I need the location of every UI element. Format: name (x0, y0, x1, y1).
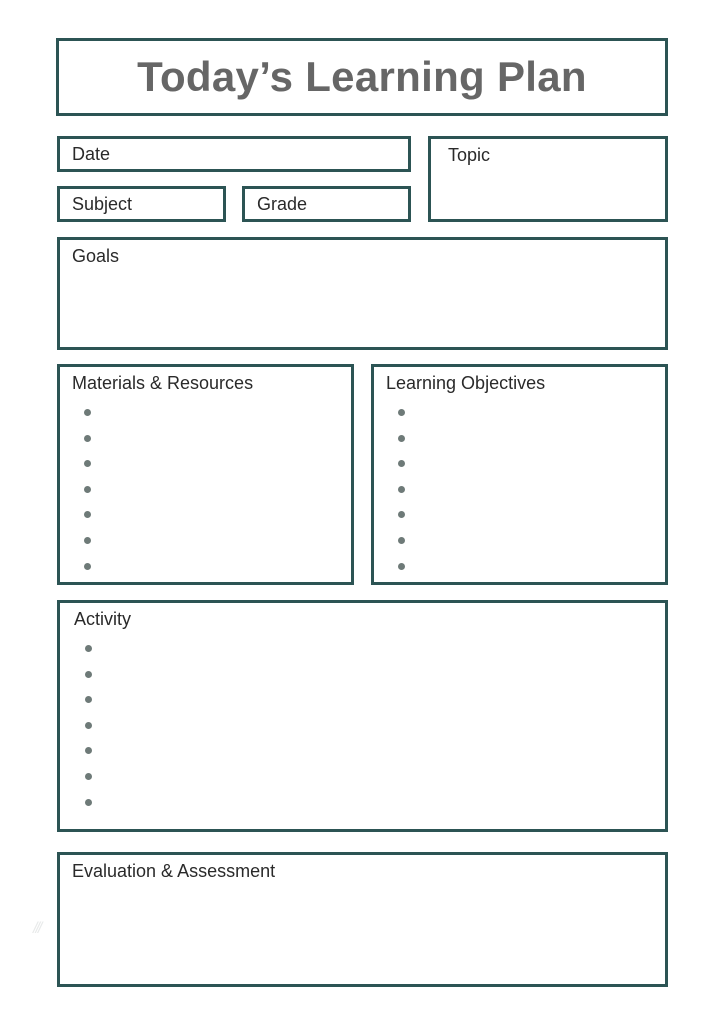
date-field[interactable] (57, 136, 411, 172)
bullet (84, 563, 91, 570)
topic-field[interactable] (428, 136, 668, 222)
activity-field[interactable] (57, 600, 668, 832)
materials-bullet-list (84, 409, 91, 588)
page-title: Today’s Learning Plan (137, 53, 587, 100)
evaluation-label: Evaluation & Assessment (72, 861, 276, 881)
bullet (85, 645, 92, 652)
activity-bullet-list (85, 645, 92, 824)
bullet (398, 563, 405, 570)
objectives-bullet-list (398, 409, 405, 588)
bullet (84, 460, 91, 467)
goals-label: Goals (72, 246, 120, 266)
bullet (398, 511, 405, 518)
bullet (85, 722, 92, 729)
bullet (398, 537, 405, 544)
watermark: /// (33, 920, 41, 937)
date-label: Date (72, 144, 111, 164)
activity-label: Activity (74, 609, 132, 629)
bullet (85, 799, 92, 806)
subject-label: Subject (72, 194, 133, 214)
grade-field[interactable] (242, 186, 411, 222)
bullet (398, 486, 405, 493)
bullet (398, 435, 405, 442)
bullet (84, 537, 91, 544)
bullet (398, 409, 405, 416)
materials-field[interactable] (57, 364, 354, 585)
bullet (84, 486, 91, 493)
bullet (85, 671, 92, 678)
topic-label: Topic (448, 145, 491, 165)
grade-label: Grade (257, 194, 308, 214)
bullet (85, 747, 92, 754)
bullet (84, 511, 91, 518)
title-box (56, 38, 668, 116)
bullet (84, 435, 91, 442)
bullet (85, 696, 92, 703)
objectives-label: Learning Objectives (386, 373, 546, 393)
bullet (84, 409, 91, 416)
subject-field[interactable] (57, 186, 226, 222)
goals-field[interactable] (57, 237, 668, 350)
evaluation-field[interactable] (57, 852, 668, 987)
objectives-field[interactable] (371, 364, 668, 585)
materials-label: Materials & Resources (72, 373, 254, 393)
bullet (398, 460, 405, 467)
bullet (85, 773, 92, 780)
